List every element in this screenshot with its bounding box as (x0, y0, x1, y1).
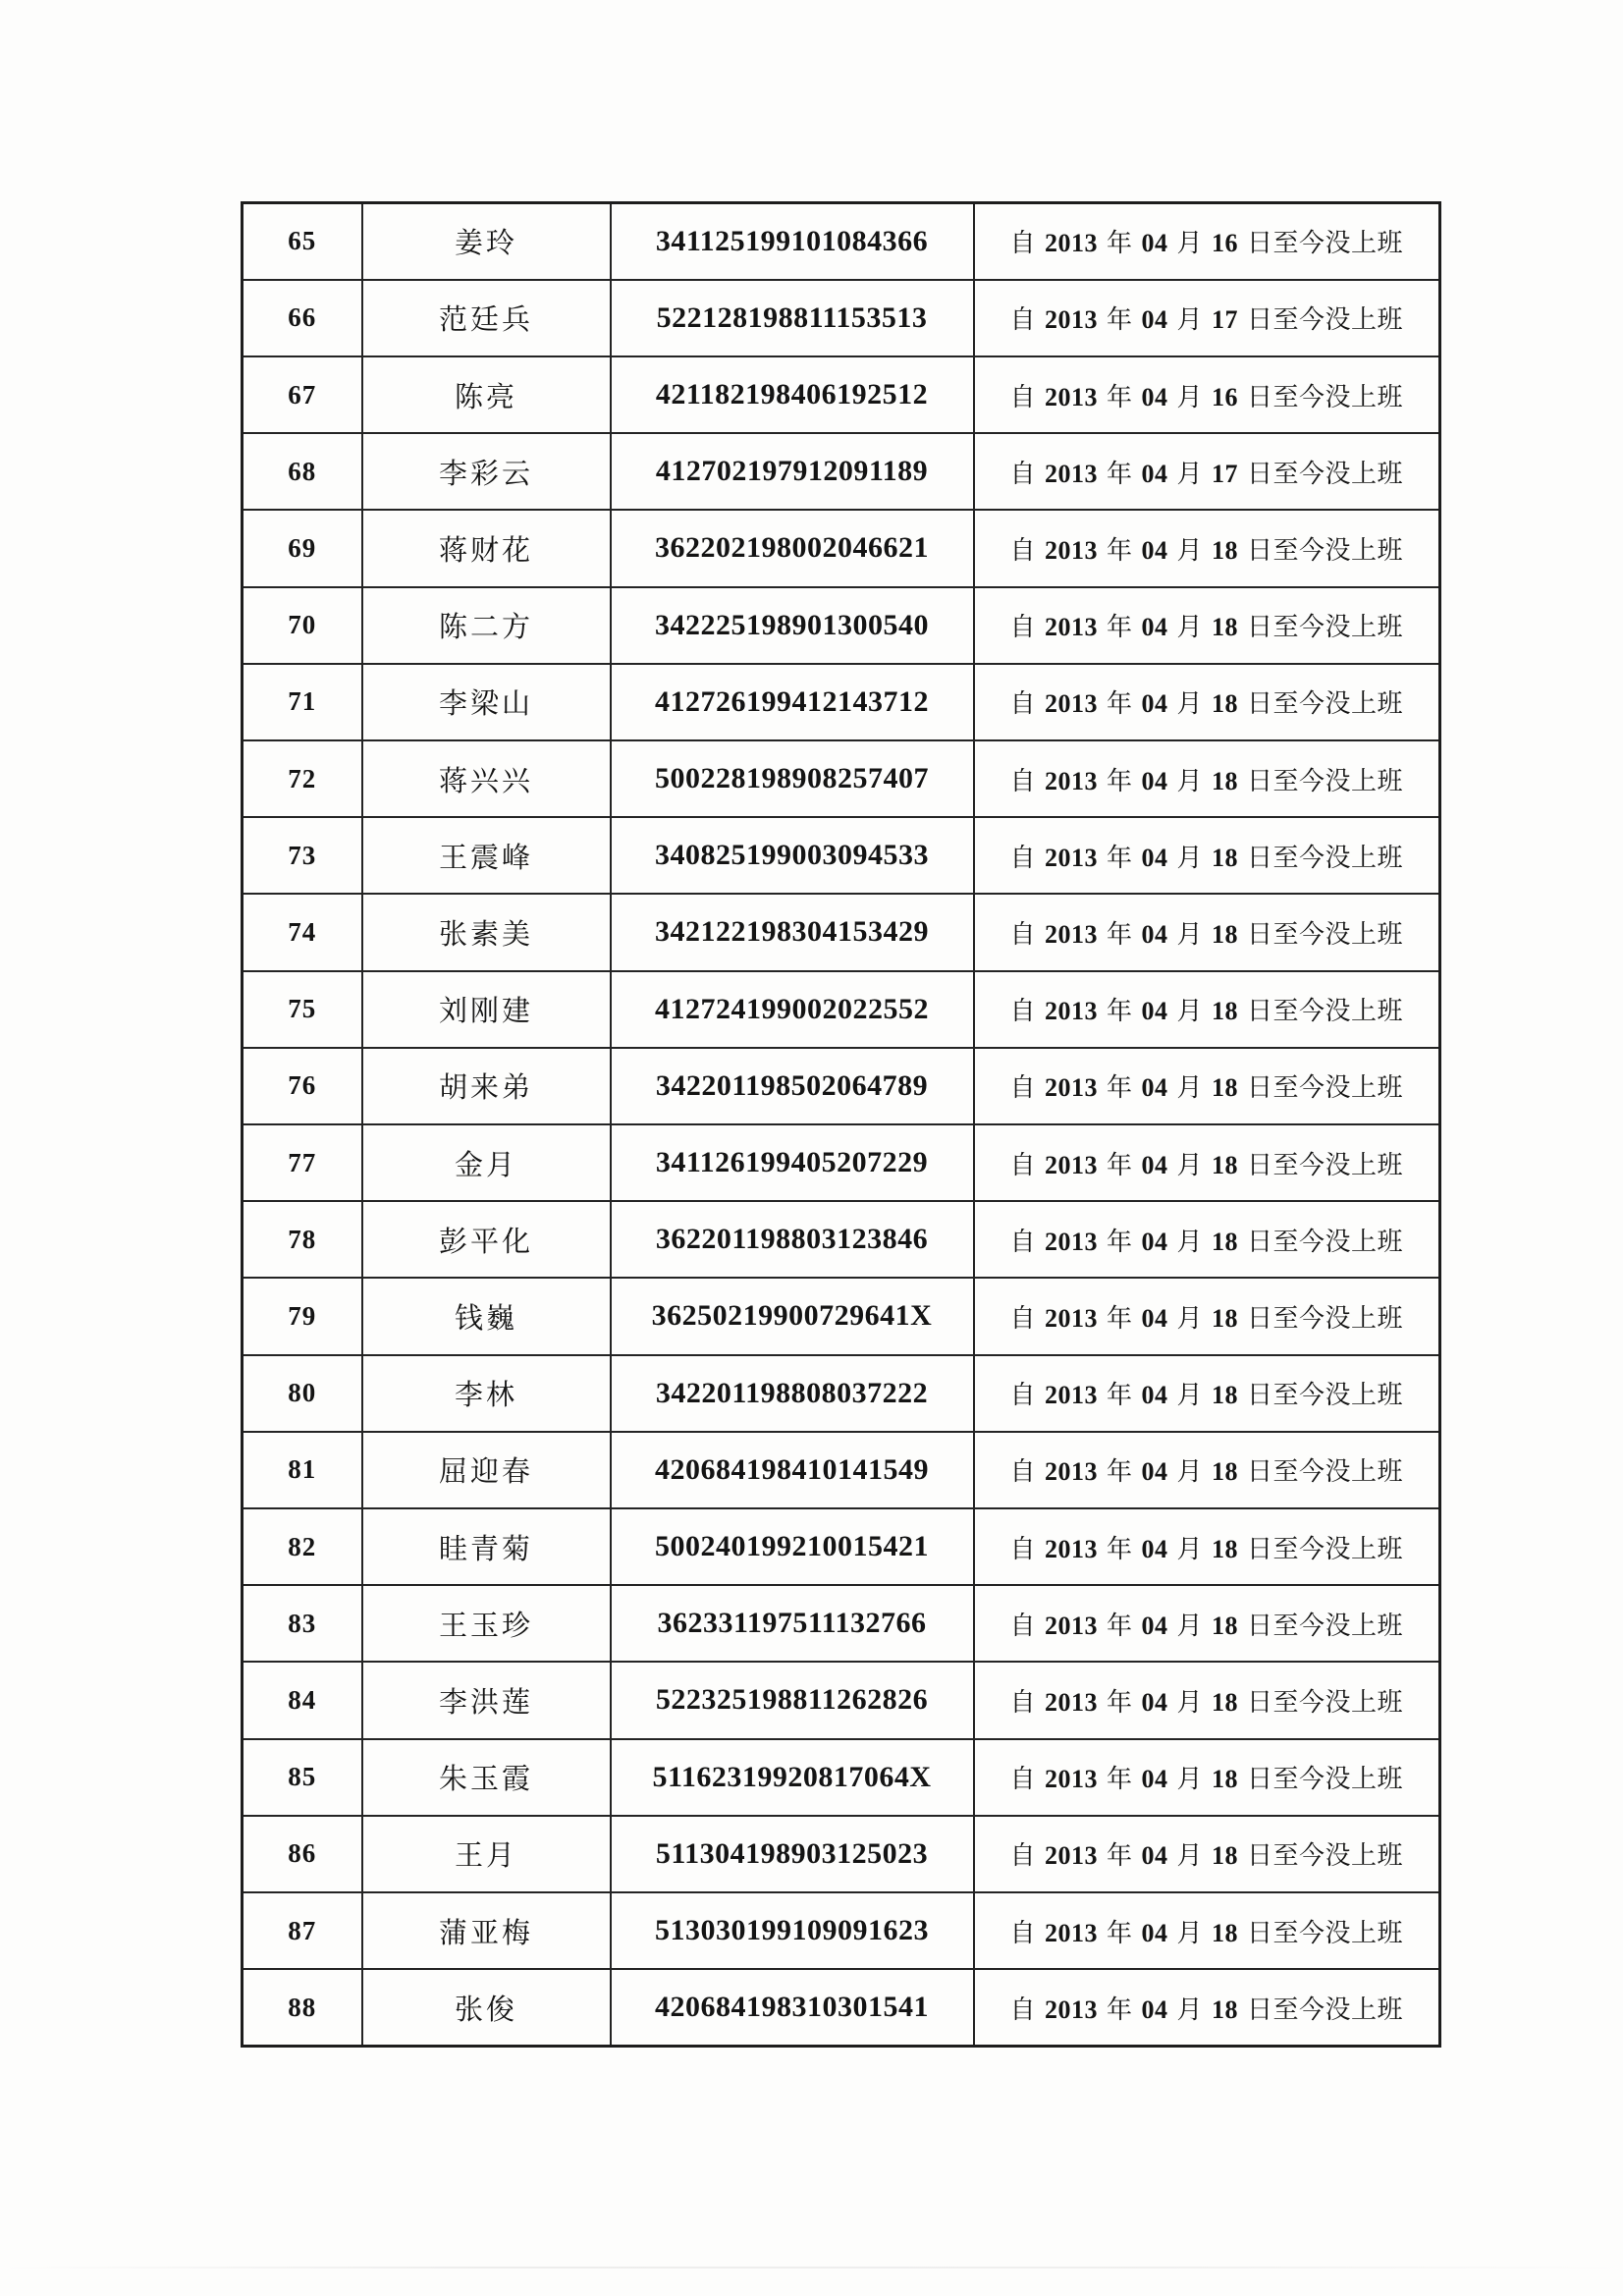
id-number-cell: 412724199002022552 (611, 971, 974, 1048)
absence-status-cell: 自 2013 年 04 月 18 日至今没上班 (974, 664, 1440, 740)
row-number-cell: 88 (243, 1969, 362, 2046)
employee-name-cell: 眭青菊 (362, 1508, 611, 1585)
table-row (243, 1969, 1440, 2046)
absence-status-cell: 自 2013 年 04 月 17 日至今没上班 (974, 433, 1440, 510)
employee-name-cell: 李林 (362, 1355, 611, 1432)
row-number-cell: 85 (243, 1739, 362, 1816)
employee-name-cell: 王震峰 (362, 817, 611, 894)
absence-status-cell: 自 2013 年 04 月 18 日至今没上班 (974, 1432, 1440, 1508)
absence-status-cell: 自 2013 年 04 月 18 日至今没上班 (974, 1816, 1440, 1892)
scan-artifact-line (0, 2267, 1623, 2269)
row-number-cell: 83 (243, 1585, 362, 1662)
absence-status-cell: 自 2013 年 04 月 18 日至今没上班 (974, 971, 1440, 1048)
absence-status-cell: 自 2013 年 04 月 18 日至今没上班 (974, 1124, 1440, 1201)
row-number-cell: 66 (243, 280, 362, 356)
row-number-cell: 74 (243, 894, 362, 970)
table-row (243, 1355, 1440, 1432)
table-row (243, 1739, 1440, 1816)
employee-name-cell: 朱玉霞 (362, 1739, 611, 1816)
employee-name-cell: 范廷兵 (362, 280, 611, 356)
employee-name-cell: 蒋财花 (362, 510, 611, 586)
employee-name-cell: 钱巍 (362, 1278, 611, 1354)
id-number-cell: 513030199109091623 (611, 1892, 974, 1969)
id-number-cell: 412726199412143712 (611, 664, 974, 740)
absence-status-cell: 自 2013 年 04 月 17 日至今没上班 (974, 280, 1440, 356)
absence-status-cell: 自 2013 年 04 月 18 日至今没上班 (974, 1969, 1440, 2046)
id-number-cell: 36250219900729641X (611, 1278, 974, 1354)
row-number-cell: 71 (243, 664, 362, 740)
employee-name-cell: 张素美 (362, 894, 611, 970)
employee-name-cell: 李梁山 (362, 664, 611, 740)
absence-status-cell: 自 2013 年 04 月 18 日至今没上班 (974, 817, 1440, 894)
employee-name-cell: 王月 (362, 1816, 611, 1892)
row-number-cell: 67 (243, 356, 362, 433)
id-number-cell: 420684198310301541 (611, 1969, 974, 2046)
id-number-cell: 500228198908257407 (611, 740, 974, 817)
employee-name-cell: 陈二方 (362, 587, 611, 664)
id-number-cell: 342201198808037222 (611, 1355, 974, 1432)
table-row (243, 1124, 1440, 1201)
id-number-cell: 362202198002046621 (611, 510, 974, 586)
id-number-cell: 420684198410141549 (611, 1432, 974, 1508)
absence-status-cell: 自 2013 年 04 月 18 日至今没上班 (974, 894, 1440, 970)
row-number-cell: 86 (243, 1816, 362, 1892)
absence-status-cell: 自 2013 年 04 月 18 日至今没上班 (974, 1739, 1440, 1816)
table-row (243, 1585, 1440, 1662)
absence-status-cell: 自 2013 年 04 月 18 日至今没上班 (974, 1355, 1440, 1432)
row-number-cell: 80 (243, 1355, 362, 1432)
row-number-cell: 79 (243, 1278, 362, 1354)
id-number-cell: 421182198406192512 (611, 356, 974, 433)
table-row (243, 1892, 1440, 1969)
employee-name-cell: 姜玲 (362, 203, 611, 280)
row-number-cell: 87 (243, 1892, 362, 1969)
employee-name-cell: 蒲亚梅 (362, 1892, 611, 1969)
id-number-cell: 342122198304153429 (611, 894, 974, 970)
table-row (243, 510, 1440, 586)
row-number-cell: 73 (243, 817, 362, 894)
table-row (243, 280, 1440, 356)
id-number-cell: 341126199405207229 (611, 1124, 974, 1201)
id-number-cell: 511304198903125023 (611, 1816, 974, 1892)
id-number-cell: 51162319920817064X (611, 1739, 974, 1816)
table-row (243, 817, 1440, 894)
table-row (243, 894, 1440, 970)
table-row (243, 587, 1440, 664)
row-number-cell: 84 (243, 1662, 362, 1738)
absence-status-cell: 自 2013 年 04 月 16 日至今没上班 (974, 203, 1440, 280)
absence-status-cell: 自 2013 年 04 月 18 日至今没上班 (974, 1585, 1440, 1662)
absence-status-cell: 自 2013 年 04 月 18 日至今没上班 (974, 1508, 1440, 1585)
id-number-cell: 500240199210015421 (611, 1508, 974, 1585)
id-number-cell: 340825199003094533 (611, 817, 974, 894)
absence-status-cell: 自 2013 年 04 月 18 日至今没上班 (974, 1201, 1440, 1278)
absence-status-cell: 自 2013 年 04 月 18 日至今没上班 (974, 1892, 1440, 1969)
table-body (243, 203, 1440, 2047)
table-row (243, 1816, 1440, 1892)
employee-name-cell: 彭平化 (362, 1201, 611, 1278)
employee-name-cell: 金月 (362, 1124, 611, 1201)
id-number-cell: 341125199101084366 (611, 203, 974, 280)
id-number-cell: 412702197912091189 (611, 433, 974, 510)
table-row (243, 664, 1440, 740)
table-row (243, 1048, 1440, 1124)
row-number-cell: 82 (243, 1508, 362, 1585)
row-number-cell: 68 (243, 433, 362, 510)
row-number-cell: 70 (243, 587, 362, 664)
employee-name-cell: 屈迎春 (362, 1432, 611, 1508)
row-number-cell: 77 (243, 1124, 362, 1201)
table-row (243, 1278, 1440, 1354)
employee-name-cell: 王玉珍 (362, 1585, 611, 1662)
row-number-cell: 76 (243, 1048, 362, 1124)
id-number-cell: 522128198811153513 (611, 280, 974, 356)
row-number-cell: 72 (243, 740, 362, 817)
attendance-roster-table (241, 201, 1441, 2048)
employee-name-cell: 蒋兴兴 (362, 740, 611, 817)
employee-name-cell: 张俊 (362, 1969, 611, 2046)
row-number-cell: 65 (243, 203, 362, 280)
row-number-cell: 81 (243, 1432, 362, 1508)
id-number-cell: 342225198901300540 (611, 587, 974, 664)
absence-status-cell: 自 2013 年 04 月 18 日至今没上班 (974, 510, 1440, 586)
table-row (243, 433, 1440, 510)
table-row (243, 740, 1440, 817)
id-number-cell: 342201198502064789 (611, 1048, 974, 1124)
table-row (243, 1508, 1440, 1585)
row-number-cell: 69 (243, 510, 362, 586)
table-row (243, 1662, 1440, 1738)
employee-name-cell: 胡来弟 (362, 1048, 611, 1124)
row-number-cell: 78 (243, 1201, 362, 1278)
table-row (243, 1201, 1440, 1278)
employee-name-cell: 李洪莲 (362, 1662, 611, 1738)
id-number-cell: 362201198803123846 (611, 1201, 974, 1278)
table-row (243, 1432, 1440, 1508)
id-number-cell: 522325198811262826 (611, 1662, 974, 1738)
employee-name-cell: 李彩云 (362, 433, 611, 510)
absence-status-cell: 自 2013 年 04 月 18 日至今没上班 (974, 587, 1440, 664)
table-row (243, 971, 1440, 1048)
absence-status-cell: 自 2013 年 04 月 16 日至今没上班 (974, 356, 1440, 433)
table-row (243, 203, 1440, 280)
employee-name-cell: 陈亮 (362, 356, 611, 433)
absence-status-cell: 自 2013 年 04 月 18 日至今没上班 (974, 740, 1440, 817)
employee-name-cell: 刘刚建 (362, 971, 611, 1048)
row-number-cell: 75 (243, 971, 362, 1048)
absence-status-cell: 自 2013 年 04 月 18 日至今没上班 (974, 1048, 1440, 1124)
table-row (243, 356, 1440, 433)
absence-status-cell: 自 2013 年 04 月 18 日至今没上班 (974, 1662, 1440, 1738)
absence-status-cell: 自 2013 年 04 月 18 日至今没上班 (974, 1278, 1440, 1354)
id-number-cell: 362331197511132766 (611, 1585, 974, 1662)
